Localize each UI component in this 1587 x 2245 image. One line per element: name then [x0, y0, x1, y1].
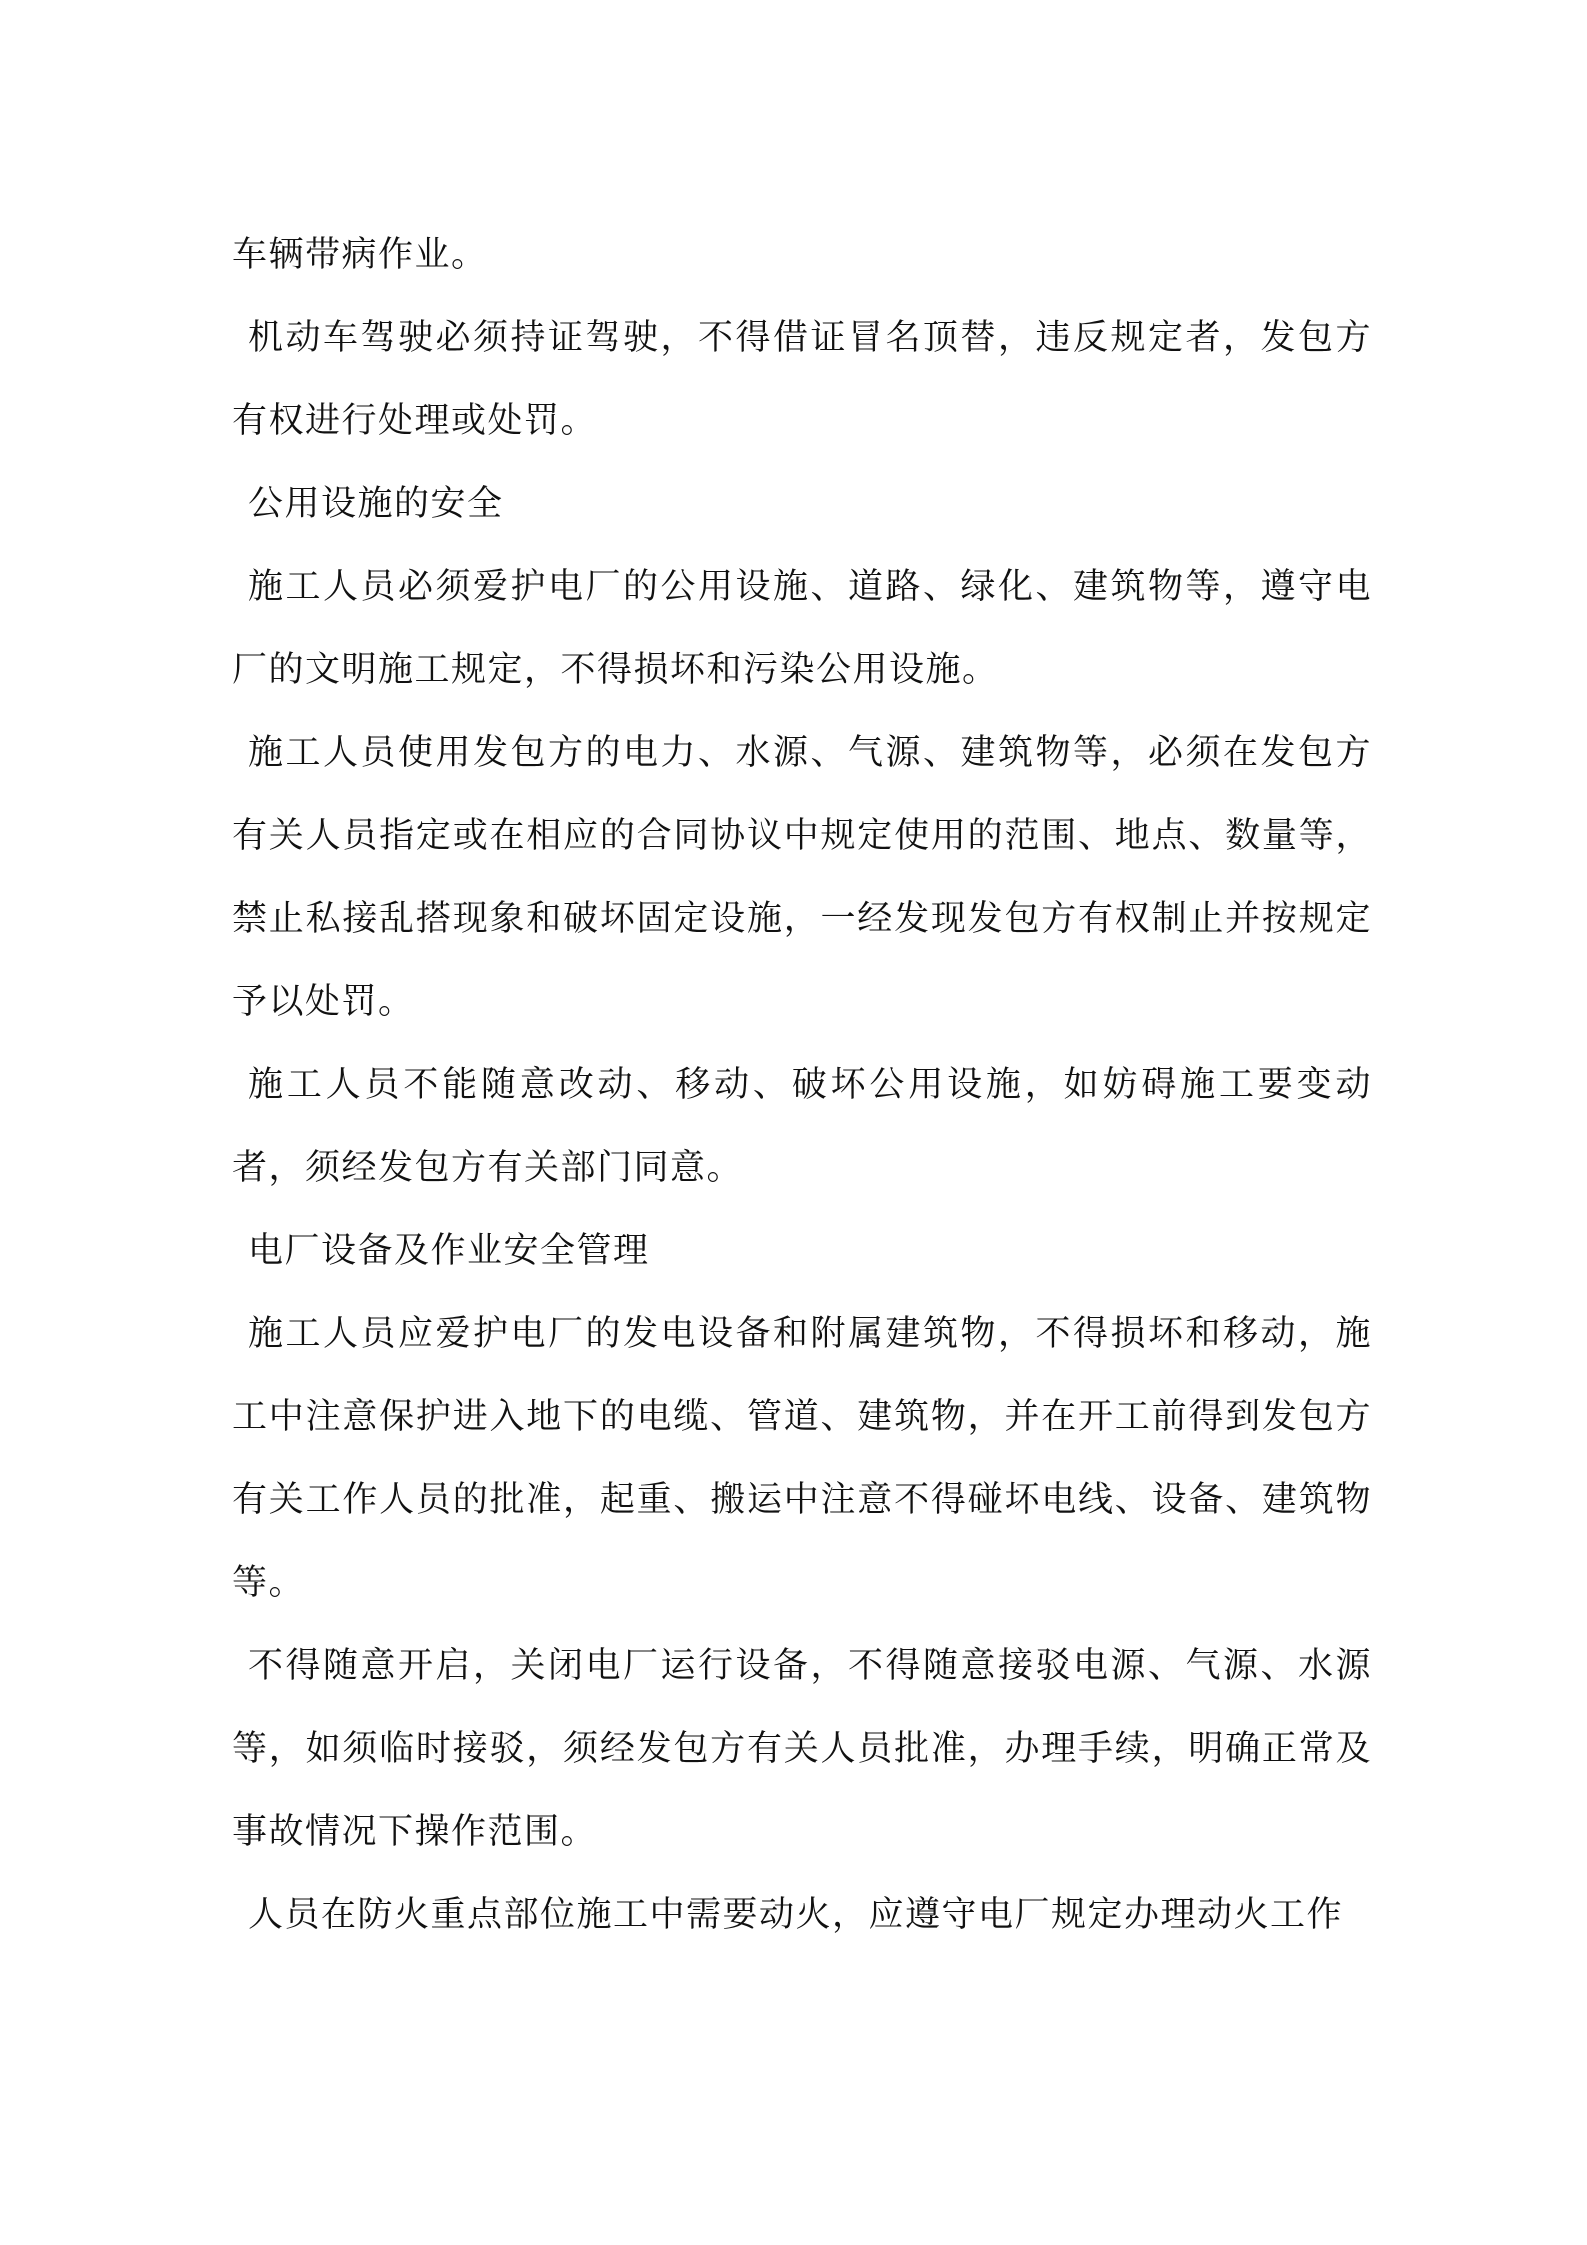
paragraph-6: 施工人员应爱护电厂的发电设备和附属建筑物，不得损坏和移动，施工中注意保护进入地下的电缆、管道、建筑物，并在开工前得到发包方有关工作人员的批准，起重、搬运中注意不得碰坏电线、设备、建筑物等。 [232, 1314, 1372, 1603]
paragraph-4: 施工人员使用发包方的电力、水源、气源、建筑物等，必须在发包方有关人员指定或在相应的合同协议中规定使用的范围、地点、数量等，禁止私接乱搭现象和破坏固定设施，一经发现发包方有权制止并按规定予以处罚。 [232, 733, 1372, 1022]
section-heading-equipment-safety: 电厂设备及作业安全管理 [248, 1231, 650, 1271]
paragraph-2: 机动车驾驶必须持证驾驶，不得借证冒名顶替，违反规定者，发包方有权进行处理或处罚。 [232, 318, 1372, 441]
paragraph-5: 施工人员不能随意改动、移动、破坏公用设施，如妨碍施工要变动者，须经发包方有关部门同意。 [232, 1065, 1372, 1188]
paragraph-3: 施工人员必须爱护电厂的公用设施、道路、绿化、建筑物等，遵守电厂的文明施工规定，不得损坏和污染公用设施。 [232, 567, 1372, 690]
paragraph-1: 车辆带病作业。 [232, 235, 488, 275]
paragraph-8: 人员在防火重点部位施工中需要动火，应遵守电厂规定办理动火工作 [248, 1895, 1344, 1935]
section-heading-public-facilities: 公用设施的安全 [248, 484, 504, 524]
paragraph-7: 不得随意开启，关闭电厂运行设备，不得随意接驳电源、气源、水源等，如须临时接驳，须经发包方有关人员批准，办理手续，明确正常及事故情况下操作范围。 [232, 1646, 1372, 1852]
document-body [232, 214, 1372, 1957]
